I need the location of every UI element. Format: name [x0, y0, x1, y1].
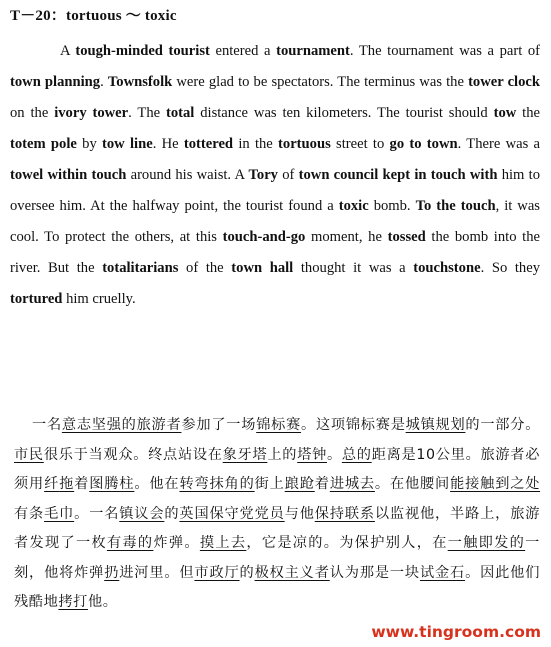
text-run: 参加了一场 [181, 417, 257, 433]
text-run: . The [128, 105, 166, 121]
translated-term: 镇议会 [119, 505, 165, 522]
text-run: of [277, 167, 299, 183]
text-run: . He [152, 136, 184, 152]
text-run: 上的 [267, 446, 298, 463]
text-run: 进河里。但 [119, 564, 195, 581]
text-run: . There was a [457, 136, 541, 152]
vocab-term: towel [10, 167, 44, 183]
translated-term: 扔 [104, 564, 120, 581]
text-run: 有条 [14, 505, 45, 522]
text-run: moment, he [305, 229, 388, 245]
text-run: 炸弹。 [153, 535, 200, 551]
vocab-term: tottered [183, 136, 234, 152]
text-run: him cruelly. [62, 291, 136, 307]
text-run: 一名 [32, 417, 62, 433]
text-run: 。这项锦标赛是 [301, 417, 406, 433]
vocab-term: town planning [10, 74, 101, 90]
text-run: of the [178, 260, 232, 276]
vocab-term: ivory tower [54, 105, 129, 121]
text-run: 着 [314, 476, 330, 492]
text-run: 认为那是一块 [329, 564, 420, 581]
text-run: entered a [209, 43, 277, 59]
text-run: A [60, 43, 76, 59]
site-watermark: www.tingroom.com [371, 623, 541, 641]
vocab-term: tortuous [278, 136, 331, 152]
text-run: 。一名 [74, 505, 120, 522]
translated-term: 保持联系 [314, 505, 375, 522]
text-run: 以监视他，半路上，旅游者发现了一枚 [14, 505, 541, 551]
text-run: him to oversee him. At the halfway point, the tourist found a [10, 167, 540, 214]
text-run: the bomb into the river. But the [10, 229, 540, 276]
text-run: 。他在 [134, 476, 180, 492]
text-run: 一刻，他将炸弹 [14, 535, 540, 581]
vocab-term: Tory [248, 167, 278, 183]
text-run: 的 [164, 505, 180, 522]
text-run: 与他 [284, 505, 315, 522]
translated-term: 极权主义者 [254, 564, 330, 581]
translated-term: 试金石 [419, 564, 466, 581]
vocab-term: within touch [47, 167, 127, 183]
vocab-term: totem pole [10, 136, 77, 152]
translated-term: 能接触到之处 [450, 476, 541, 492]
text-run: 距离是10公里。旅游者必须用 [14, 446, 541, 492]
translated-term: 拷打 [58, 594, 88, 610]
translated-term: 塔钟 [297, 446, 327, 463]
english-paragraph [10, 36, 540, 315]
vocab-term: toxic [338, 198, 369, 214]
vocab-term: totalitarians [102, 260, 179, 276]
text-run: 他。 [87, 594, 118, 610]
text-run: 的 [239, 564, 255, 581]
vocab-term: tow [493, 105, 517, 121]
vocab-term: tower clock [468, 74, 540, 90]
text-run: were glad to be spectators. The terminus was the [172, 74, 469, 90]
text-run: 着 [74, 476, 90, 492]
text-run: 。因此他们残酷地 [14, 564, 540, 610]
translated-term: 总的 [341, 446, 372, 463]
translated-term: 进城去 [329, 476, 375, 492]
text-run: 的一部分。 [465, 417, 540, 433]
vocab-term: tossed [387, 229, 426, 245]
text-run: . [100, 74, 108, 90]
translated-term: 城镇规划 [405, 417, 466, 433]
text-run: thought it was a [293, 260, 414, 276]
translated-term: 拖 [59, 476, 75, 492]
translated-term: 毛巾 [44, 505, 75, 522]
vocab-term: tough-minded tourist [75, 43, 210, 59]
text-run: , it was cool. To protect the others, at this [10, 198, 540, 245]
vocab-term: total [165, 105, 195, 121]
text-run: ，它是凉的。为保护别人，在 [246, 535, 448, 551]
translated-term: 转弯抹角的 [179, 476, 255, 492]
translated-term: 英国保守党党员 [179, 505, 285, 522]
vocab-term: touchstone [413, 260, 481, 276]
translated-term: 踉跄 [284, 476, 315, 492]
vocab-term: go to town [389, 136, 458, 152]
chinese-paragraph [14, 411, 540, 618]
vocab-term: kept in touch with [382, 167, 498, 183]
text-run: around his waist. A [126, 167, 249, 183]
vocab-term: touch-and-go [222, 229, 306, 245]
text-run: . So they [480, 260, 541, 276]
translated-term: 市民 [14, 446, 44, 463]
translated-term: 锦标赛 [256, 417, 302, 433]
vocab-term: To the touch [415, 198, 496, 214]
translated-term: 纤 [44, 476, 60, 492]
translated-term: 意志坚强的旅游者 [61, 417, 182, 433]
text-run: 很乐于当观众。终点站设在 [43, 446, 223, 463]
vocab-term: town council [298, 167, 379, 183]
vocab-term: tournament [276, 43, 350, 59]
vocab-term: tortured [10, 291, 63, 307]
text-run: 街上 [254, 476, 285, 492]
text-run: by [76, 136, 103, 152]
translated-term: 有毒的 [106, 535, 154, 551]
translated-term: 市政厅 [194, 564, 240, 581]
text-run: street to [330, 136, 390, 152]
vocab-term: town hall [231, 260, 294, 276]
translated-term: 象牙塔 [222, 446, 268, 463]
vocab-term: Townsfolk [107, 74, 173, 90]
text-run: . The tournament was a part of [349, 43, 541, 59]
text-run: on the [10, 105, 55, 121]
vocab-term: tow line [102, 136, 153, 152]
text-run: 。在他腰间 [374, 476, 451, 492]
text-run: distance was ten kilometers. The tourist should [194, 105, 494, 121]
section-heading: T－20：tortuous ～ toxic [10, 8, 177, 24]
text-run: the [516, 105, 540, 121]
translated-term: 图腾柱 [89, 476, 135, 492]
translated-term: 摸上去 [199, 535, 247, 551]
text-run: 。 [327, 446, 342, 463]
text-run: in the [233, 136, 279, 152]
text-run: bomb. [368, 198, 416, 214]
translated-term: 一触即发的 [447, 535, 526, 551]
